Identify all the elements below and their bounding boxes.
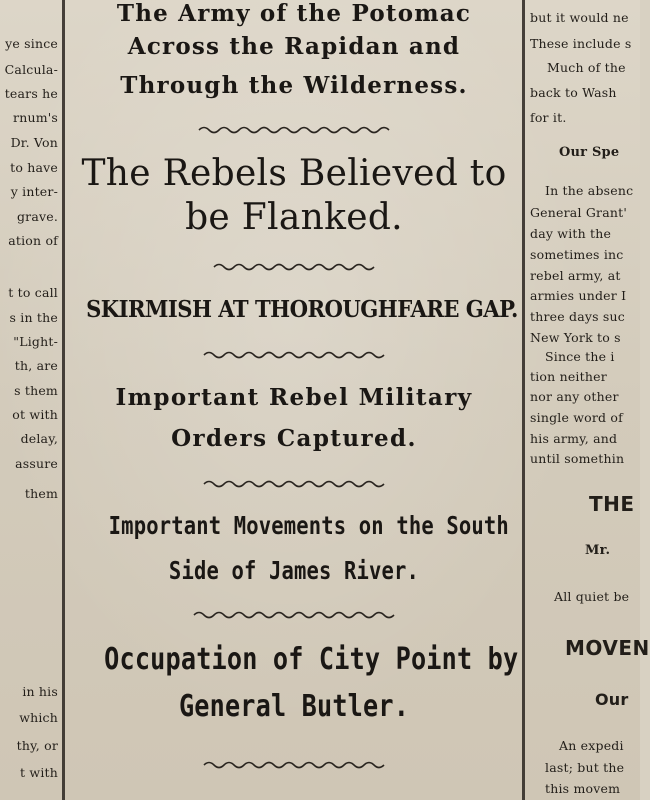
text-line: All quiet be	[554, 589, 630, 604]
headline-5-line-2: Side of James River.	[168, 556, 420, 585]
text-line: for it.	[530, 110, 567, 125]
decorative-rule	[68, 350, 520, 360]
text-line: grave.	[16, 209, 58, 224]
text-line: to have	[10, 160, 58, 175]
column-rule	[522, 0, 525, 800]
text-line: rnum's	[13, 110, 58, 125]
text-line: General Grant'	[530, 205, 627, 220]
text-line: delay,	[20, 431, 58, 446]
text-line: three days suc	[530, 309, 625, 324]
text-line: them	[24, 486, 58, 501]
text-line: y inter-	[10, 184, 58, 199]
text-line: ot with	[12, 407, 58, 422]
text-line: t with	[20, 765, 58, 780]
text-line: until somethin	[530, 451, 625, 466]
headline-4-line-2: Orders Captured.	[171, 425, 417, 452]
text-line: An expedi	[559, 738, 624, 753]
decorative-rule	[68, 479, 520, 489]
decorative-rule	[68, 262, 520, 272]
headline-2-line-2: be Flanked.	[185, 197, 403, 238]
text-line: armies under I	[530, 288, 627, 303]
section-heading: MOVEN	[565, 636, 650, 660]
text-line: t to call	[8, 285, 58, 300]
headline-4-line-1: Important Rebel Military	[115, 384, 473, 411]
text-line: thy, or	[16, 738, 58, 753]
text-line: tears he	[4, 86, 58, 101]
text-line: Mr.	[585, 543, 611, 558]
text-line: tion neither	[530, 369, 607, 384]
text-line: in his	[22, 684, 58, 699]
headline-1-line-2: Across the Rapidan and	[127, 33, 461, 60]
headline-1-line-1: The Army of the Potomac	[116, 0, 472, 27]
text-line: s them	[14, 383, 58, 398]
text-line: ye since	[5, 36, 58, 51]
section-subhead: Our	[595, 690, 629, 709]
text-line: back to Wash	[530, 85, 617, 100]
text-line: nor any other	[530, 389, 619, 404]
headline-3: SKIRMISH AT THOROUGHFARE GAP.	[86, 296, 518, 323]
text-line: These include s	[530, 36, 632, 51]
text-line: Dr. Von	[10, 135, 58, 150]
text-line: single word of	[530, 410, 623, 425]
headline-column	[68, 0, 520, 800]
text-line: which	[19, 710, 58, 725]
text-line: Much of the	[547, 60, 626, 75]
text-line: his army, and	[530, 431, 618, 446]
headline-6-line-1: Occupation of City Point by	[104, 642, 519, 677]
left-column-fragment	[0, 0, 60, 800]
text-line: s in the	[9, 310, 58, 325]
column-rule	[62, 0, 65, 800]
text-line: New York to s	[530, 330, 621, 345]
text-line: ation of	[8, 233, 58, 248]
text-line: Calcula-	[4, 62, 58, 77]
text-line: In the absenc	[545, 183, 634, 198]
text-line: last; but the	[545, 760, 625, 775]
text-line: but it would ne	[530, 10, 629, 25]
headline-1-line-3: Through the Wilderness.	[120, 72, 468, 99]
decorative-rule	[68, 125, 520, 135]
text-line: Since the i	[545, 349, 615, 364]
decorative-rule	[68, 760, 520, 770]
headline-2-line-1: The Rebels Believed to	[81, 153, 507, 194]
text-line: this movem	[545, 781, 621, 796]
section-heading: THE	[589, 492, 635, 516]
text-line: sometimes inc	[530, 247, 624, 262]
headline-5-line-1: Important Movements on the South	[108, 511, 509, 540]
text-line: day with the	[530, 226, 612, 241]
section-subhead: Our Spe	[559, 145, 620, 160]
text-line: assure	[15, 456, 58, 471]
text-line: "Light-	[13, 334, 58, 349]
right-column-fragment	[527, 0, 650, 800]
text-line: th, are	[14, 358, 58, 373]
text-line: rebel army, at	[530, 268, 621, 283]
headline-6-line-2: General Butler.	[178, 689, 410, 724]
decorative-rule	[68, 610, 520, 620]
